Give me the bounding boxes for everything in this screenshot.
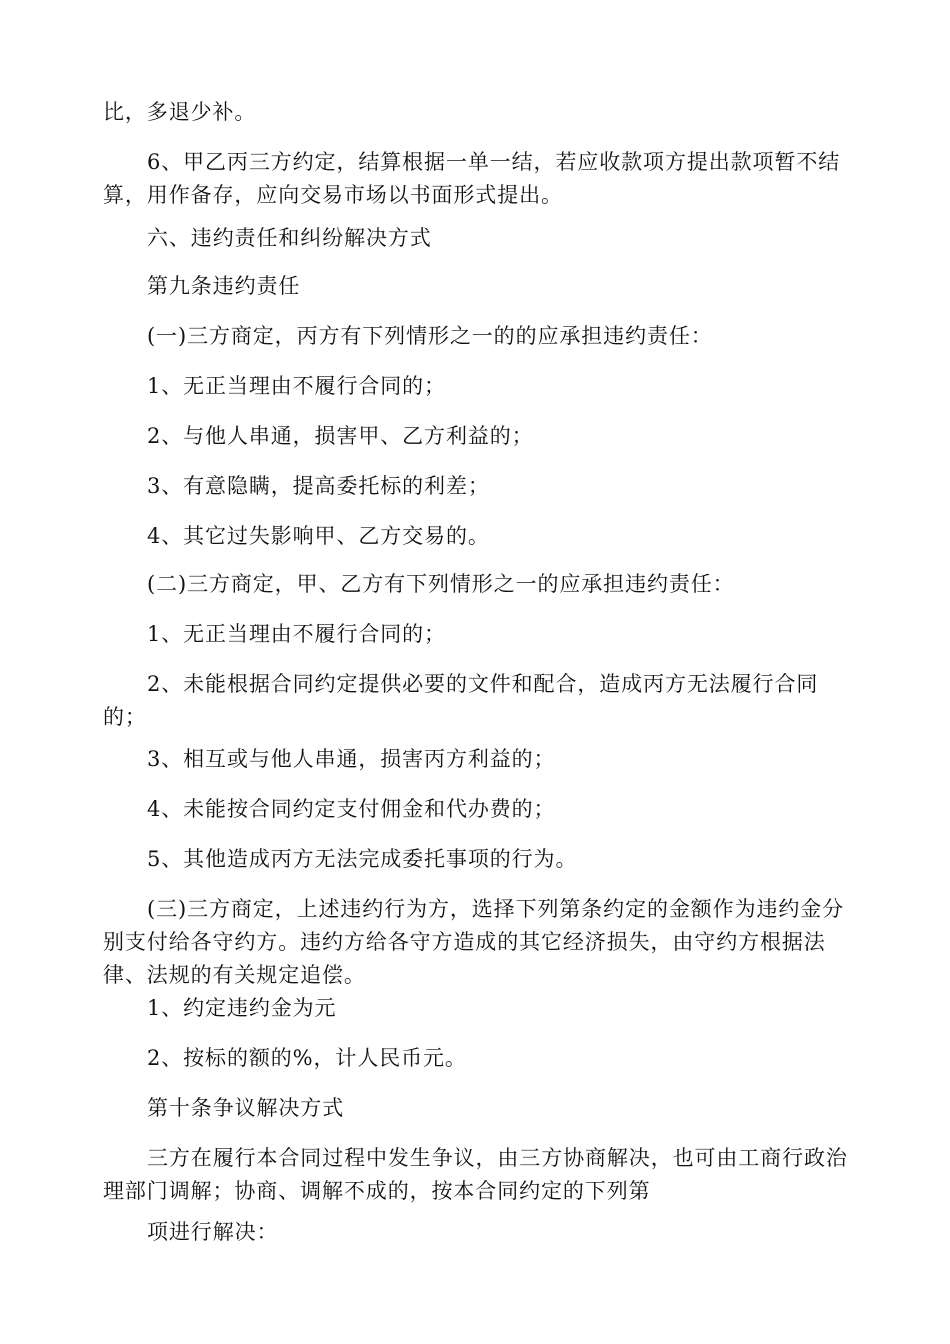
list-item: 3、有意隐瞒，提高委托标的利差； <box>147 474 490 498</box>
article-10-heading: 第十条争议解决方式 <box>147 1096 345 1120</box>
paragraph-item-2: (二)三方商定，甲、乙方有下列情形之一的应承担违约责任： <box>147 572 735 596</box>
paragraph-continuation: 比，多退少补。 <box>103 100 257 124</box>
list-item: 2、与他人串通，损害甲、乙方利益的； <box>147 424 534 448</box>
list-item: 5、其他造成丙方无法完成委托事项的行为。 <box>147 847 578 871</box>
paragraph-dispute: 三方在履行本合同过程中发生争议，由三方协商解决，也可由工商行政治理部门调解；协商、调解不成的，按本合同约定的下列第 <box>103 1146 848 1203</box>
list-item: 2、按标的额的%，计人民币元。 <box>147 1046 467 1070</box>
list-item: 1、无正当理由不履行合同的； <box>147 622 446 646</box>
article-9-heading: 第九条违约责任 <box>147 274 301 298</box>
list-item: 1、约定违约金为元 <box>147 996 337 1020</box>
paragraph-item-3: (三)三方商定，上述违约行为方，选择下列第条约定的金额作为违约金分别支付给各守约方。违约方给各守方造成的其它经济损失，由守约方根据法律、法规的有关规定追偿。 <box>103 897 845 987</box>
section-heading-breach: 六、违约责任和纠纷解决方式 <box>147 226 432 250</box>
list-item: 4、未能按合同约定支付佣金和代办费的； <box>147 797 556 821</box>
list-item: 3、相互或与他人串通，损害丙方利益的； <box>147 747 556 771</box>
paragraph-clause-6: 6、甲乙丙三方约定，结算根据一单一结，若应收款项方提出款项暂不结算，用作备存，应向交易市场以书面形式提出。 <box>103 150 841 207</box>
list-item: 2、未能根据合同约定提供必要的文件和配合，造成丙方无法履行合同的； <box>103 672 819 729</box>
paragraph-item-1: (一)三方商定，丙方有下列情形之一的的应承担违约责任： <box>147 324 713 348</box>
list-item: 1、无正当理由不履行合同的； <box>147 374 446 398</box>
list-item: 4、其它过失影响甲、乙方交易的。 <box>147 524 490 548</box>
paragraph-dispute-tail: 项进行解决： <box>147 1220 279 1244</box>
